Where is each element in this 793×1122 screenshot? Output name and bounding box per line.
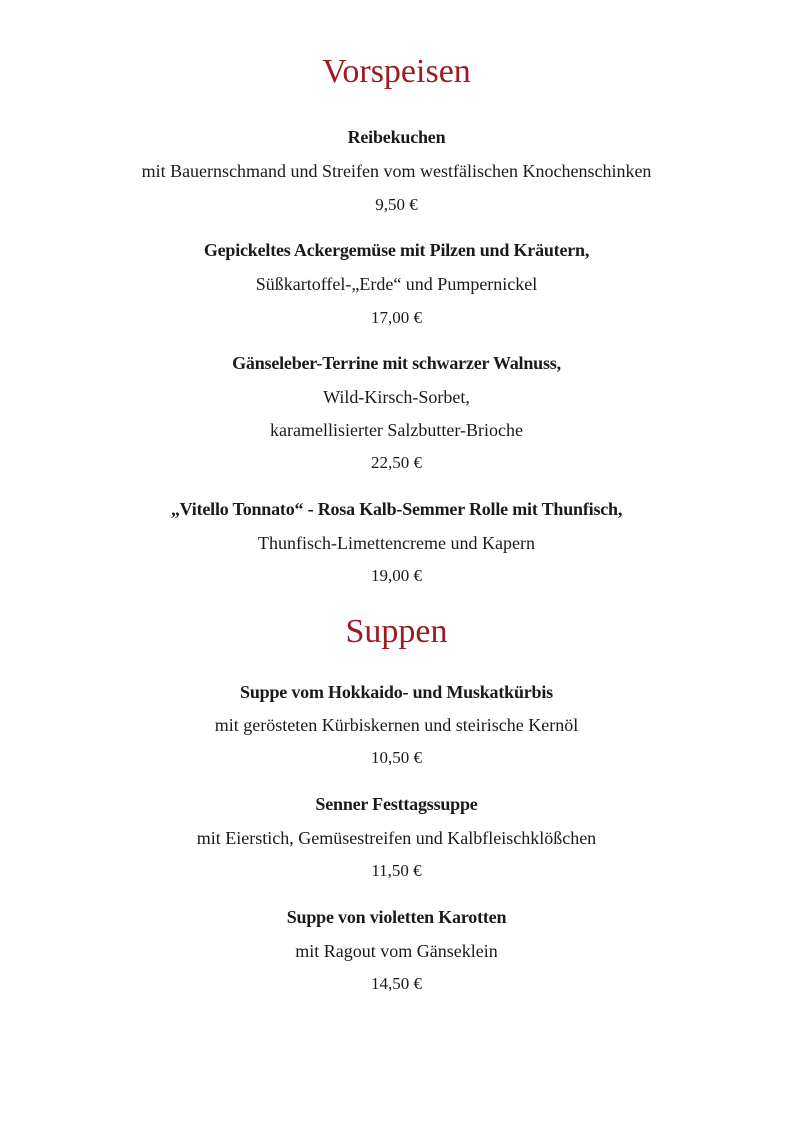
dish-price: 14,50 € xyxy=(371,974,422,993)
dish-description: mit Eierstich, Gemüsestreifen und Kalbfleischklößchen xyxy=(196,828,597,848)
dish-name: Gänseleber-Terrine mit schwarzer Walnuss, xyxy=(232,353,561,373)
dish-description: Süßkartoffel-„Erde“ und Pumpernickel xyxy=(255,274,538,294)
dish-name: Gepickeltes Ackergemüse mit Pilzen und Kräutern, xyxy=(203,240,590,260)
dish-name: Suppe von violetten Karotten xyxy=(286,907,507,927)
dish-description: Thunfisch-Limettencreme und Kapern xyxy=(258,533,535,553)
dish-description: karamellisierter Salzbutter-Brioche xyxy=(269,420,524,440)
dish-price: 10,50 € xyxy=(371,748,422,767)
section-title-vorspeisen: Vorspeisen xyxy=(322,53,471,90)
dish-name: „Vitello Tonnato“ - Rosa Kalb-Semmer Rolle mit Thunfisch, xyxy=(170,499,623,519)
section-title-suppen: Suppen xyxy=(345,613,448,650)
dish-price: 17,00 € xyxy=(371,308,422,327)
dish-description: mit Ragout vom Gänseklein xyxy=(295,941,498,961)
dish-description: mit Bauernschmand und Streifen vom westfälischen Knochenschinken xyxy=(141,161,652,181)
dish-name: Reibekuchen xyxy=(347,127,446,147)
dish-name: Suppe vom Hokkaido- und Muskatkürbis xyxy=(240,682,553,702)
dish-price: 11,50 € xyxy=(371,861,422,880)
dish-price: 9,50 € xyxy=(375,195,418,214)
dish-description: mit gerösteten Kürbiskernen und steirische Kernöl xyxy=(214,715,579,735)
dish-name: Senner Festtagssuppe xyxy=(315,794,478,814)
dish-description: Wild-Kirsch-Sorbet, xyxy=(323,387,470,407)
dish-price: 19,00 € xyxy=(371,566,422,585)
dish-price: 22,50 € xyxy=(371,453,422,472)
